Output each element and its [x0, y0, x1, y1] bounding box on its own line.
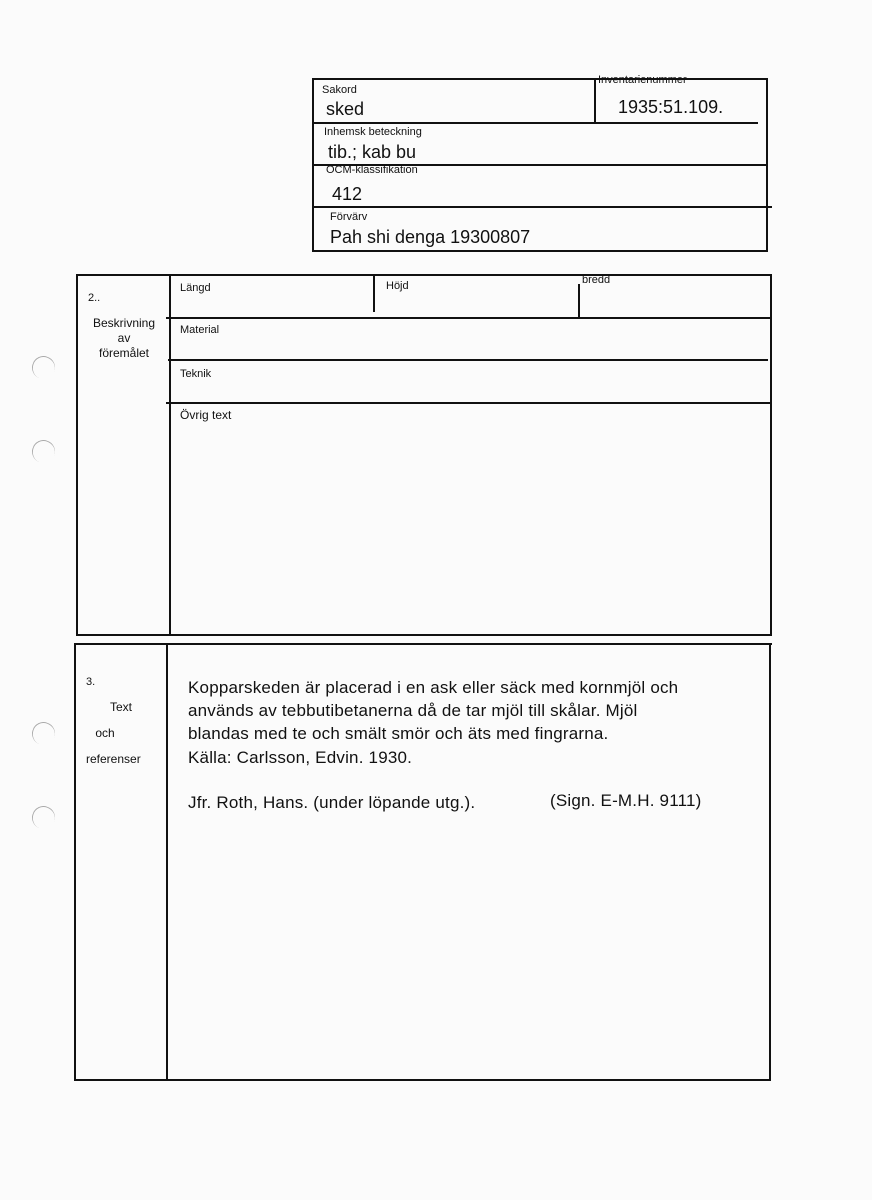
source-line: Källa: Carlsson, Edvin. 1930.: [188, 748, 413, 767]
inhemsk-value: tib.; kab bu: [328, 142, 417, 162]
description-line: blandas med te och smält smör och äts med fingrarna.: [188, 724, 609, 743]
signature-text: (Sign. E-M.H. 9111): [550, 791, 702, 810]
reference-text: Jfr. Roth, Hans. (under löpande utg.).: [188, 793, 476, 812]
section-3-title-line: Text: [109, 700, 132, 714]
section-2-title-line: av: [117, 331, 131, 345]
hojd-label: Höjd: [386, 280, 409, 292]
description-line: används av tebbutibetanerna då de tar mjöl till skålar. Mjöl: [188, 701, 638, 720]
punch-hole: [29, 803, 58, 832]
section-2-number: 2..: [88, 292, 101, 304]
section-3-title-line: referenser: [86, 752, 141, 766]
inventarienummer-label: Inventarienummer: [598, 74, 687, 86]
sakord-label: Sakord: [322, 84, 357, 96]
forvarv-value: Pah shi denga 19300807: [330, 227, 531, 247]
description-line: Kopparskeden är placerad i en ask eller säck med kornmjöl och: [188, 678, 679, 697]
section-3-title-line: och: [95, 726, 115, 740]
inhemsk-label: Inhemsk beteckning: [324, 126, 422, 138]
ocm-value: 412: [332, 184, 363, 204]
punch-hole: [29, 719, 58, 748]
sakord-value: sked: [326, 99, 365, 119]
material-label: Material: [180, 324, 220, 336]
forvarv-label: Förvärv: [330, 211, 368, 223]
punch-hole: [29, 437, 58, 466]
section-2-title-line: föremålet: [98, 346, 150, 360]
ovrig-text-label: Övrig text: [180, 408, 232, 422]
punch-hole: [29, 353, 58, 382]
ocm-label: OCM-klassifikation: [326, 164, 418, 176]
teknik-label: Teknik: [180, 368, 212, 380]
langd-label: Längd: [180, 282, 211, 294]
inventarienummer-value: 1935:51.109.: [618, 97, 724, 117]
section-2-title: [84, 316, 164, 361]
section-2-title-line: Beskrivning: [92, 316, 156, 330]
bredd-label: bredd: [582, 274, 611, 286]
section-3-number: 3.: [86, 676, 96, 688]
